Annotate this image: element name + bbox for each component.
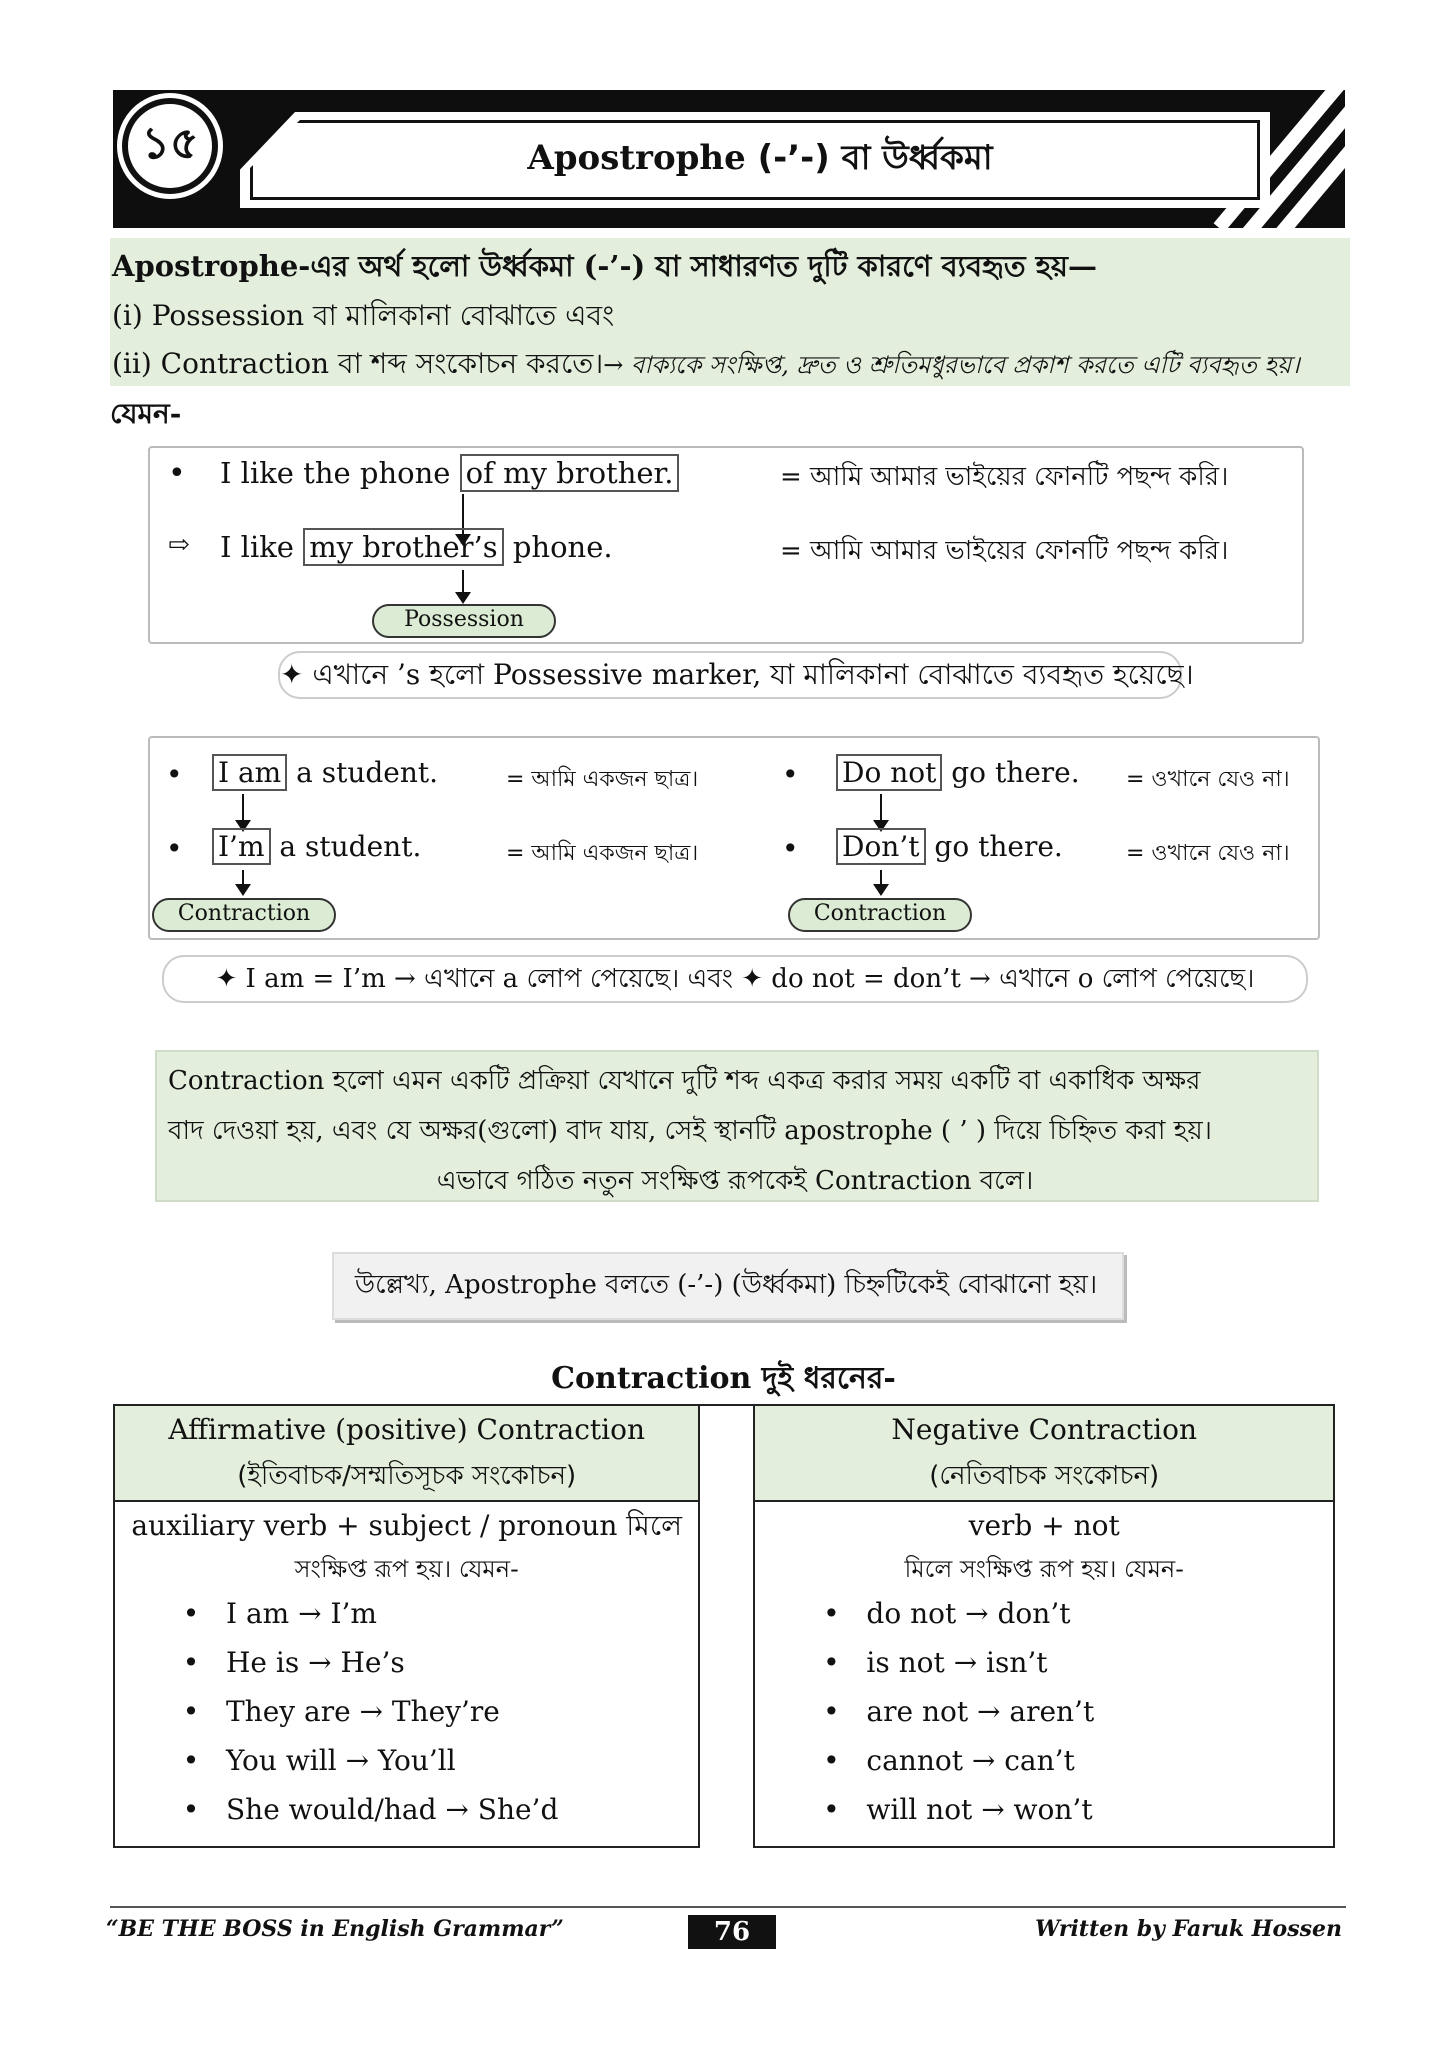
r1-highlight: Do not (836, 754, 942, 791)
list-item: • is not → isn’t (823, 1646, 1048, 1679)
affirmative-header (114, 1405, 699, 1501)
affirmative-subtitle: (ইতিবাচক/সম্মতিসূচক সংকোচন) (237, 1461, 577, 1491)
negative-desc-2: মিলে সংক্ষিপ্ত রূপ হয়। যেমন- (904, 1555, 1184, 1583)
list-item: • I am → I’m (182, 1597, 377, 1630)
title-english: Apostrophe (527, 138, 746, 178)
s2-post: phone. (503, 530, 613, 564)
down-arrow-icon (880, 794, 882, 822)
possession-sentence-1 (220, 456, 679, 490)
possession-translation-1: = আমি আমার ভাইয়ের ফোনটি পছন্দ করি। (780, 462, 1229, 492)
s1-highlight: of my brother. (460, 454, 680, 492)
right-arrow-icon: ⇨ (168, 530, 190, 560)
down-arrow-icon (242, 794, 244, 822)
footer-rule (110, 1906, 1346, 1908)
footer-author: Written by Faruk Hossen (1035, 1916, 1342, 1942)
list-item: • He is → He’s (182, 1646, 405, 1679)
possession-note: ✦ এখানে ’s হলো Possessive marker, যা মালিকানা বোঝাতে ব্যবহৃত হয়েছে। (278, 651, 1182, 699)
table-spacer (699, 1405, 754, 1847)
contraction-left-2 (212, 830, 421, 863)
negative-subtitle: (নেতিবাচক সংকোচন) (929, 1461, 1160, 1491)
list-item: • cannot → can’t (823, 1744, 1075, 1777)
bullet: • (166, 832, 183, 865)
r2-highlight: Don’t (836, 828, 926, 865)
r2-post: go there. (925, 830, 1063, 863)
definition-line-1: Contraction হলো এমন একটি প্রক্রিয়া যেখানে দুটি শব্দ একত্র করার সময় একটি বা একাধিক অক্ষর (168, 1066, 1201, 1096)
definition-line-3: এভাবে গঠিত নতুন সংক্ষিপ্ত রূপকেই Contraction বলে। (436, 1166, 1034, 1196)
example-label: যেমন- (110, 397, 182, 430)
contraction-right-1-translation: = ওখানে যেও না। (1126, 767, 1290, 792)
page-title (255, 132, 1265, 189)
contraction-label-left: Contraction (152, 898, 336, 932)
contraction-left-2-translation: = আমি একজন ছাত্র। (506, 841, 699, 866)
contraction-note: ✦ I am = I’m → এখানে a লোপ পেয়েছে। এবং ✦ do not = don’t → এখানে o লোপ পেয়েছে। (162, 955, 1308, 1003)
affirmative-desc-2: সংক্ষিপ্ত রূপ হয়। যেমন- (294, 1555, 519, 1583)
possession-label: Possession (372, 604, 556, 638)
contraction-left-1 (212, 756, 438, 789)
bullet: • (782, 832, 799, 865)
contraction-label-right: Contraction (788, 898, 972, 932)
down-arrow-icon (880, 870, 882, 886)
r1-post: go there. (942, 756, 1080, 789)
l2-highlight: I’m (212, 828, 271, 865)
intro-line-2: (i) Possession বা মালিকানা বোঝাতে এবং (112, 299, 615, 332)
list-item: • are not → aren’t (823, 1695, 1095, 1728)
definition-line-2: বাদ দেওয়া হয়, এবং যে অক্ষর(গুলো) বাদ যায়, সেই স্থানটি apostrophe ( ’ ) দিয়ে চিহ্নিত করা হয়। (168, 1116, 1212, 1146)
affirmative-body (114, 1501, 699, 1847)
title-rest: (-’-) বা উর্ধ্বকমা (745, 138, 993, 178)
negative-body (754, 1501, 1334, 1847)
page-number: 76 (688, 1915, 776, 1949)
negative-header (754, 1405, 1334, 1501)
bullet: • (166, 758, 183, 791)
possession-translation-2: = আমি আমার ভাইয়ের ফোনটি পছন্দ করি। (780, 536, 1229, 566)
list-item: • do not → don’t (823, 1597, 1071, 1630)
contraction-right-2 (836, 830, 1063, 863)
list-item: • They are → They’re (182, 1695, 500, 1728)
l1-highlight: I am (212, 754, 287, 791)
s1-pre: I like the phone (220, 456, 460, 490)
list-item: • will not → won’t (823, 1793, 1093, 1826)
intro-line-1: Apostrophe-এর অর্থ হলো উর্ধ্বকমা (-’-) যা সাধারণত দুটি কারণে ব্যবহৃত হয়— (112, 249, 1098, 283)
footer-book-title: “BE THE BOSS in English Grammar” (106, 1916, 564, 1942)
l1-post: a student. (287, 756, 439, 789)
negative-title: Negative Contraction (891, 1413, 1198, 1446)
bullet: • (782, 758, 799, 791)
types-heading: Contraction দুই ধরনের- (551, 1361, 896, 1396)
contraction-right-1 (836, 756, 1080, 789)
down-arrow-icon (242, 870, 244, 886)
intro-line-3-text: (ii) Contraction বা শব্দ সংকোচন করতে। (112, 347, 604, 380)
contraction-left-1-translation: = আমি একজন ছাত্র। (506, 767, 699, 792)
contraction-types-table (113, 1404, 1335, 1848)
s2-highlight: my brother’s (303, 528, 503, 566)
list-item: • You will → You’ll (182, 1744, 456, 1777)
negative-desc-1: verb + not (968, 1509, 1120, 1542)
possession-sentence-2 (220, 530, 613, 564)
chapter-number-badge: ১৫ (122, 98, 218, 194)
l2-post: a student. (270, 830, 422, 863)
affirmative-title: Affirmative (positive) Contraction (168, 1413, 645, 1446)
contraction-right-2-translation: = ওখানে যেও না। (1126, 841, 1290, 866)
list-item: • She would/had → She’d (182, 1793, 559, 1826)
s2-pre: I like (220, 530, 304, 564)
affirmative-desc-1: auxiliary verb + subject / pronoun মিলে (131, 1509, 682, 1542)
intro-line-3 (112, 342, 1300, 389)
remark-text: উল্লেখ্য, Apostrophe বলতে (-’-) (উর্ধ্বকমা) চিহ্নটিকেই বোঝানো হয়। (354, 1270, 1098, 1300)
bullet: • (168, 456, 186, 491)
intro-line-3-note: → বাক্যকে সংক্ষিপ্ত, দ্রুত ও শ্রুতিমধুরভাবে প্রকাশ করতে এটি ব্যবহৃত হয়। (603, 351, 1300, 379)
down-arrow-icon (462, 570, 464, 594)
